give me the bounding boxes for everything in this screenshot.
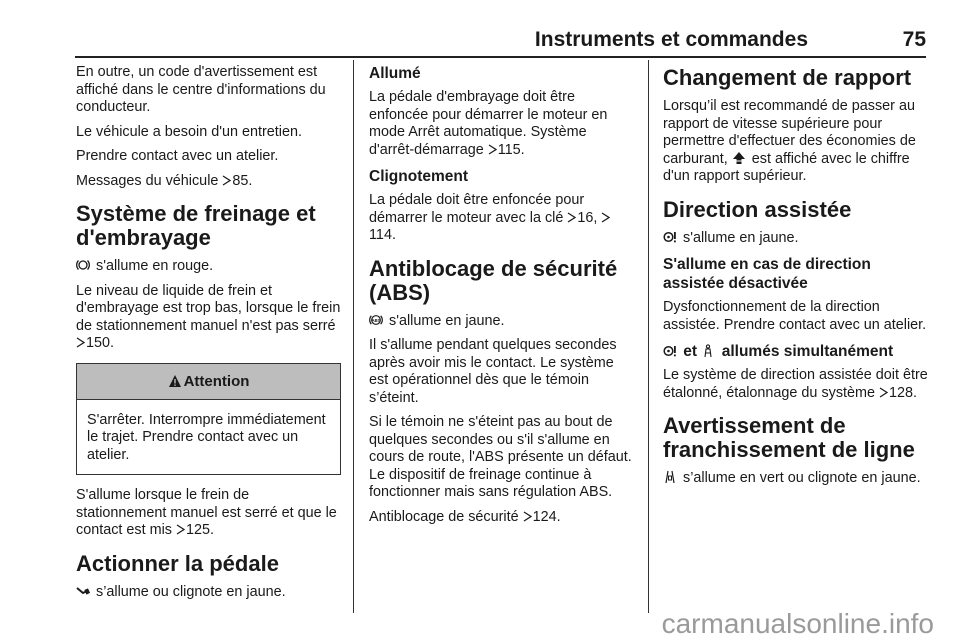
page-number: 75	[902, 28, 926, 51]
paragraph: Il s'allume pendant quelques secondes après avoir mis le contact. Le système est opérationnel dès que le témoin s’éteint.	[369, 337, 617, 406]
attention-header	[77, 364, 340, 400]
paragraph-with-reference	[76, 487, 341, 540]
heading-text: et	[679, 343, 702, 360]
page-reference[interactable]: 128.	[889, 384, 918, 401]
pedal-icon	[76, 584, 90, 598]
attention-title: Attention	[183, 372, 250, 390]
indicator-line	[76, 584, 341, 602]
page-reference-icon	[76, 337, 85, 348]
paragraph-with-reference	[76, 173, 341, 191]
paragraph: Si le témoin ne s'éteint pas au bout de quelques secondes ou s'il s'allume en cours de route, l'ABS présente un défaut. Le dispositif de freinage continue à fonctionner mais sans régulation ABS.	[369, 414, 632, 500]
paragraph-text: Antiblocage de sécurité	[369, 508, 523, 525]
paragraph: Dysfonctionnement de la direction assistée. Prendre contact avec un atelier.	[663, 299, 927, 333]
column-separator-2	[648, 60, 649, 613]
page-reference[interactable]: 85.	[232, 172, 253, 189]
page-reference-icon	[523, 511, 532, 522]
section-heading-brake: Système de freinage et d'embrayage	[76, 201, 316, 250]
indicator-text: s’allume en vert ou clignote en jaune.	[679, 470, 921, 486]
paragraph-with-reference	[369, 89, 634, 159]
page-reference-icon	[488, 144, 497, 155]
paragraph-text: La pédale d'embrayage doit être enfoncée pour démarrer le moteur en mode Arrêt automatique. Système d'arrêt-démarrage	[369, 89, 608, 158]
paragraph-text: est affiché avec le chiffre d'un rapport supérieur.	[663, 150, 910, 184]
section-heading-shift: Changement de rapport	[663, 65, 912, 90]
power-steering-icon	[663, 230, 677, 244]
subheading-steering-off: S'allume en cas de direction assistée désactivée	[663, 256, 871, 292]
indicator-line	[663, 470, 928, 488]
paragraph: Le véhicule a besoin d'un entretien.	[76, 123, 302, 140]
driver-seat-icon	[701, 344, 715, 358]
indicator-text: s'allume en jaune.	[679, 229, 799, 246]
heading-text: allumés simultanément	[717, 343, 894, 360]
page-reference[interactable]: 150.	[86, 335, 115, 351]
paragraph-with-reference	[369, 509, 634, 527]
attention-body	[77, 400, 340, 475]
subheading-clignotement: Clignotement	[369, 168, 469, 185]
paragraph-text: Lorsqu’il est recommandé de passer au rapport de vitesse supérieure pour permettre d'effectuer des économies de carburant,	[663, 98, 916, 167]
power-steering-icon	[663, 344, 677, 358]
indicator-text: s'allume en jaune.	[385, 312, 505, 329]
page-reference[interactable]: 115.	[497, 141, 525, 158]
lane-departure-icon	[663, 470, 677, 484]
indicator-line	[663, 230, 928, 248]
gear-shift-up-icon	[732, 151, 746, 165]
indicator-text: s'allume en rouge.	[92, 258, 214, 274]
column-2	[369, 64, 634, 533]
brake-warning-icon	[76, 258, 90, 272]
page-header-title: Instruments et commandes	[534, 28, 808, 51]
subheading-allume: Allumé	[369, 65, 421, 82]
indicator-line	[76, 258, 341, 276]
paragraph-with-reference	[76, 283, 341, 353]
paragraph-with-reference	[663, 367, 928, 402]
column-1	[76, 64, 341, 608]
page-reference-icon	[567, 212, 576, 223]
paragraph-text: Messages du véhicule	[76, 172, 223, 189]
section-heading-lane: Avertissement de franchissement de ligne	[663, 413, 915, 462]
page-reference-icon	[222, 175, 231, 186]
abs-icon	[369, 313, 383, 327]
paragraph-text: Le niveau de liquide de frein et d'embrayage est trop bas, lorsque le frein de stationnement manuel n'est pas serré	[76, 282, 341, 334]
section-heading-pedal: Actionner la pédale	[76, 550, 279, 576]
attention-box	[76, 363, 341, 476]
indicator-text: s’allume ou clignote en jaune.	[92, 583, 286, 600]
page-reference[interactable]: 125.	[185, 522, 214, 538]
paragraph-text: S'allume lorsque le frein de stationnement manuel est serré et que le contact est mis	[76, 487, 337, 538]
attention-text: S'arrêter. Interrompre immédiatement le trajet. Prendre contact avec un atelier.	[87, 411, 326, 463]
page-reference[interactable]: 114.	[369, 227, 396, 243]
page-reference-icon	[601, 212, 610, 223]
page-reference-icon	[176, 524, 185, 535]
subheading-steering-both	[663, 342, 928, 361]
header-rule	[75, 56, 926, 58]
warning-triangle-icon	[168, 374, 182, 388]
paragraph-with-reference	[369, 192, 634, 245]
section-heading-steering: Direction assistée	[663, 196, 852, 222]
svg-text:ABS: ABS	[371, 317, 381, 323]
column-3	[663, 64, 928, 495]
section-heading-abs: Antiblocage de sécurité (ABS)	[369, 255, 618, 305]
paragraph-text: Le système de direction assistée doit être étalonné, étalonnage du système	[663, 367, 928, 401]
page-reference[interactable]: 124.	[532, 508, 561, 525]
page-reference-icon	[879, 387, 888, 398]
column-separator-1	[353, 60, 354, 613]
paragraph-text: La pédale doit être enfoncée pour démarrer le moteur avec la clé	[369, 192, 585, 226]
indicator-line	[369, 313, 634, 331]
paragraph: Prendre contact avec un atelier.	[76, 148, 279, 164]
page-reference[interactable]: 16,	[577, 209, 598, 226]
paragraph: En outre, un code d'avertissement est affiché dans le centre d'informations du conducteur.	[76, 64, 326, 115]
paragraph-with-icon	[663, 98, 928, 186]
watermark: carmanualsonline.info	[661, 608, 934, 639]
